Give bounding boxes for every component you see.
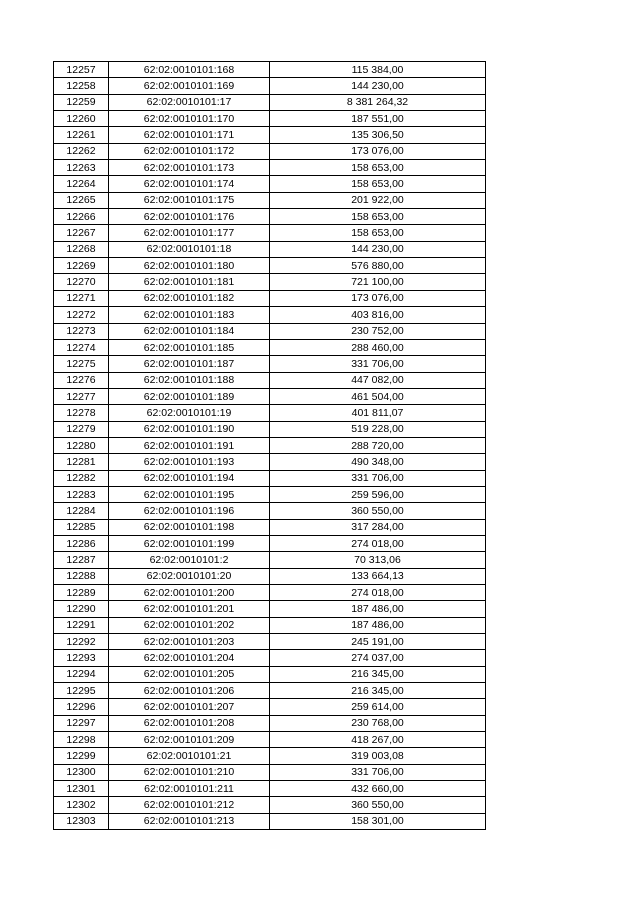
row-number-cell: 12263: [54, 160, 109, 176]
row-number-cell: 12281: [54, 454, 109, 470]
row-number-cell: 12261: [54, 127, 109, 143]
value-cell: 259 614,00: [270, 699, 486, 715]
value-cell: 158 653,00: [270, 225, 486, 241]
table-row: [54, 258, 486, 274]
row-number-cell: 12257: [54, 62, 109, 78]
cadastral-number-cell: 62:02:0010101:198: [109, 519, 270, 535]
cadastral-number-cell: 62:02:0010101:171: [109, 127, 270, 143]
row-number-cell: 12265: [54, 192, 109, 208]
table-row: [54, 715, 486, 731]
table-row: [54, 225, 486, 241]
table-row: [54, 339, 486, 355]
cadastral-number-cell: 62:02:0010101:185: [109, 339, 270, 355]
cadastral-number-cell: 62:02:0010101:205: [109, 666, 270, 682]
value-cell: 144 230,00: [270, 78, 486, 94]
table-row: [54, 323, 486, 339]
cadastral-number-cell: 62:02:0010101:176: [109, 209, 270, 225]
table-row: [54, 470, 486, 486]
cadastral-number-cell: 62:02:0010101:213: [109, 813, 270, 829]
value-cell: 158 653,00: [270, 209, 486, 225]
row-number-cell: 12276: [54, 372, 109, 388]
value-cell: 360 550,00: [270, 503, 486, 519]
value-cell: 317 284,00: [270, 519, 486, 535]
value-cell: 158 301,00: [270, 813, 486, 829]
table-row: [54, 797, 486, 813]
value-cell: 274 018,00: [270, 585, 486, 601]
row-number-cell: 12275: [54, 356, 109, 372]
cadastral-number-cell: 62:02:0010101:207: [109, 699, 270, 715]
table-row: [54, 699, 486, 715]
cadastral-number-cell: 62:02:0010101:210: [109, 764, 270, 780]
row-number-cell: 12289: [54, 585, 109, 601]
table-row: [54, 813, 486, 829]
value-cell: 135 306,50: [270, 127, 486, 143]
value-cell: 201 922,00: [270, 192, 486, 208]
table-row: [54, 241, 486, 257]
value-cell: 360 550,00: [270, 797, 486, 813]
table-row: [54, 127, 486, 143]
cadastral-number-cell: 62:02:0010101:191: [109, 437, 270, 453]
table-row: [54, 274, 486, 290]
value-cell: 245 191,00: [270, 634, 486, 650]
cadastral-number-cell: 62:02:0010101:177: [109, 225, 270, 241]
table-row: [54, 568, 486, 584]
row-number-cell: 12302: [54, 797, 109, 813]
value-cell: 115 384,00: [270, 62, 486, 78]
cadastral-number-cell: 62:02:0010101:172: [109, 143, 270, 159]
value-cell: 403 816,00: [270, 307, 486, 323]
row-number-cell: 12285: [54, 519, 109, 535]
cadastral-number-cell: 62:02:0010101:201: [109, 601, 270, 617]
cadastral-number-cell: 62:02:0010101:183: [109, 307, 270, 323]
row-number-cell: 12270: [54, 274, 109, 290]
value-cell: 133 664,13: [270, 568, 486, 584]
table-row: [54, 503, 486, 519]
value-cell: 490 348,00: [270, 454, 486, 470]
cadastral-number-cell: 62:02:0010101:180: [109, 258, 270, 274]
value-cell: 331 706,00: [270, 764, 486, 780]
table-row: [54, 748, 486, 764]
row-number-cell: 12258: [54, 78, 109, 94]
cadastral-number-cell: 62:02:0010101:211: [109, 781, 270, 797]
cadastral-number-cell: 62:02:0010101:174: [109, 176, 270, 192]
row-number-cell: 12288: [54, 568, 109, 584]
row-number-cell: 12290: [54, 601, 109, 617]
value-cell: 288 460,00: [270, 339, 486, 355]
row-number-cell: 12295: [54, 683, 109, 699]
value-cell: 432 660,00: [270, 781, 486, 797]
cadastral-number-cell: 62:02:0010101:168: [109, 62, 270, 78]
table-row: [54, 372, 486, 388]
row-number-cell: 12287: [54, 552, 109, 568]
row-number-cell: 12301: [54, 781, 109, 797]
value-cell: 158 653,00: [270, 176, 486, 192]
cadastral-number-cell: 62:02:0010101:212: [109, 797, 270, 813]
table-row: [54, 290, 486, 306]
cadastral-number-cell: 62:02:0010101:194: [109, 470, 270, 486]
value-cell: 158 653,00: [270, 160, 486, 176]
cadastral-number-cell: 62:02:0010101:19: [109, 405, 270, 421]
value-cell: 418 267,00: [270, 732, 486, 748]
row-number-cell: 12266: [54, 209, 109, 225]
value-cell: 70 313,06: [270, 552, 486, 568]
table-row: [54, 617, 486, 633]
row-number-cell: 12271: [54, 290, 109, 306]
value-cell: 401 811,07: [270, 405, 486, 421]
cadastral-number-cell: 62:02:0010101:170: [109, 111, 270, 127]
table-row: [54, 634, 486, 650]
cadastral-number-cell: 62:02:0010101:209: [109, 732, 270, 748]
row-number-cell: 12299: [54, 748, 109, 764]
cadastral-number-cell: 62:02:0010101:169: [109, 78, 270, 94]
cadastral-number-cell: 62:02:0010101:18: [109, 241, 270, 257]
cadastral-number-cell: 62:02:0010101:181: [109, 274, 270, 290]
row-number-cell: 12296: [54, 699, 109, 715]
value-cell: 216 345,00: [270, 683, 486, 699]
value-cell: 216 345,00: [270, 666, 486, 682]
table-row: [54, 519, 486, 535]
cadastral-number-cell: 62:02:0010101:175: [109, 192, 270, 208]
cadastral-number-cell: 62:02:0010101:200: [109, 585, 270, 601]
row-number-cell: 12298: [54, 732, 109, 748]
value-cell: 721 100,00: [270, 274, 486, 290]
value-cell: 519 228,00: [270, 421, 486, 437]
row-number-cell: 12267: [54, 225, 109, 241]
cadastral-value-table: [53, 61, 486, 830]
cadastral-number-cell: 62:02:0010101:20: [109, 568, 270, 584]
table-row: [54, 388, 486, 404]
cadastral-number-cell: 62:02:0010101:187: [109, 356, 270, 372]
table-row: [54, 454, 486, 470]
cadastral-number-cell: 62:02:0010101:182: [109, 290, 270, 306]
value-cell: 173 076,00: [270, 290, 486, 306]
row-number-cell: 12300: [54, 764, 109, 780]
value-cell: 331 706,00: [270, 470, 486, 486]
table-row: [54, 356, 486, 372]
row-number-cell: 12269: [54, 258, 109, 274]
value-cell: 447 082,00: [270, 372, 486, 388]
table-row: [54, 764, 486, 780]
cadastral-number-cell: 62:02:0010101:202: [109, 617, 270, 633]
cadastral-number-cell: 62:02:0010101:2: [109, 552, 270, 568]
table-row: [54, 781, 486, 797]
table-row: [54, 437, 486, 453]
cadastral-number-cell: 62:02:0010101:17: [109, 94, 270, 110]
row-number-cell: 12286: [54, 535, 109, 551]
value-cell: 319 003,08: [270, 748, 486, 764]
cadastral-number-cell: 62:02:0010101:208: [109, 715, 270, 731]
cadastral-number-cell: 62:02:0010101:190: [109, 421, 270, 437]
row-number-cell: 12279: [54, 421, 109, 437]
row-number-cell: 12259: [54, 94, 109, 110]
cadastral-number-cell: 62:02:0010101:188: [109, 372, 270, 388]
cadastral-number-cell: 62:02:0010101:193: [109, 454, 270, 470]
table-row: [54, 601, 486, 617]
row-number-cell: 12272: [54, 307, 109, 323]
row-number-cell: 12282: [54, 470, 109, 486]
row-number-cell: 12273: [54, 323, 109, 339]
table-row: [54, 192, 486, 208]
row-number-cell: 12264: [54, 176, 109, 192]
table-row: [54, 552, 486, 568]
value-cell: 331 706,00: [270, 356, 486, 372]
cadastral-number-cell: 62:02:0010101:203: [109, 634, 270, 650]
cadastral-number-cell: 62:02:0010101:195: [109, 486, 270, 502]
value-cell: 187 486,00: [270, 617, 486, 633]
value-cell: 187 486,00: [270, 601, 486, 617]
table-row: [54, 405, 486, 421]
cadastral-number-cell: 62:02:0010101:199: [109, 535, 270, 551]
value-cell: 274 018,00: [270, 535, 486, 551]
value-cell: 259 596,00: [270, 486, 486, 502]
row-number-cell: 12292: [54, 634, 109, 650]
row-number-cell: 12293: [54, 650, 109, 666]
row-number-cell: 12274: [54, 339, 109, 355]
row-number-cell: 12303: [54, 813, 109, 829]
row-number-cell: 12260: [54, 111, 109, 127]
row-number-cell: 12277: [54, 388, 109, 404]
table-row: [54, 143, 486, 159]
table-row: [54, 535, 486, 551]
value-cell: 144 230,00: [270, 241, 486, 257]
table-row: [54, 111, 486, 127]
table-row: [54, 94, 486, 110]
table-row: [54, 666, 486, 682]
value-cell: 230 752,00: [270, 323, 486, 339]
table-row: [54, 683, 486, 699]
table-row: [54, 732, 486, 748]
value-cell: 274 037,00: [270, 650, 486, 666]
value-cell: 461 504,00: [270, 388, 486, 404]
table-body: [54, 62, 486, 830]
row-number-cell: 12262: [54, 143, 109, 159]
row-number-cell: 12294: [54, 666, 109, 682]
value-cell: 8 381 264,32: [270, 94, 486, 110]
cadastral-number-cell: 62:02:0010101:184: [109, 323, 270, 339]
table-row: [54, 160, 486, 176]
row-number-cell: 12291: [54, 617, 109, 633]
row-number-cell: 12297: [54, 715, 109, 731]
table-row: [54, 209, 486, 225]
value-cell: 230 768,00: [270, 715, 486, 731]
value-cell: 576 880,00: [270, 258, 486, 274]
table-row: [54, 585, 486, 601]
table-row: [54, 62, 486, 78]
value-cell: 173 076,00: [270, 143, 486, 159]
table-row: [54, 78, 486, 94]
table-row: [54, 650, 486, 666]
cadastral-number-cell: 62:02:0010101:204: [109, 650, 270, 666]
table-row: [54, 486, 486, 502]
row-number-cell: 12268: [54, 241, 109, 257]
cadastral-number-cell: 62:02:0010101:21: [109, 748, 270, 764]
value-cell: 288 720,00: [270, 437, 486, 453]
cadastral-number-cell: 62:02:0010101:189: [109, 388, 270, 404]
cadastral-number-cell: 62:02:0010101:173: [109, 160, 270, 176]
table-row: [54, 307, 486, 323]
cadastral-number-cell: 62:02:0010101:206: [109, 683, 270, 699]
cadastral-number-cell: 62:02:0010101:196: [109, 503, 270, 519]
row-number-cell: 12283: [54, 486, 109, 502]
row-number-cell: 12280: [54, 437, 109, 453]
table-row: [54, 176, 486, 192]
row-number-cell: 12278: [54, 405, 109, 421]
value-cell: 187 551,00: [270, 111, 486, 127]
table-row: [54, 421, 486, 437]
row-number-cell: 12284: [54, 503, 109, 519]
